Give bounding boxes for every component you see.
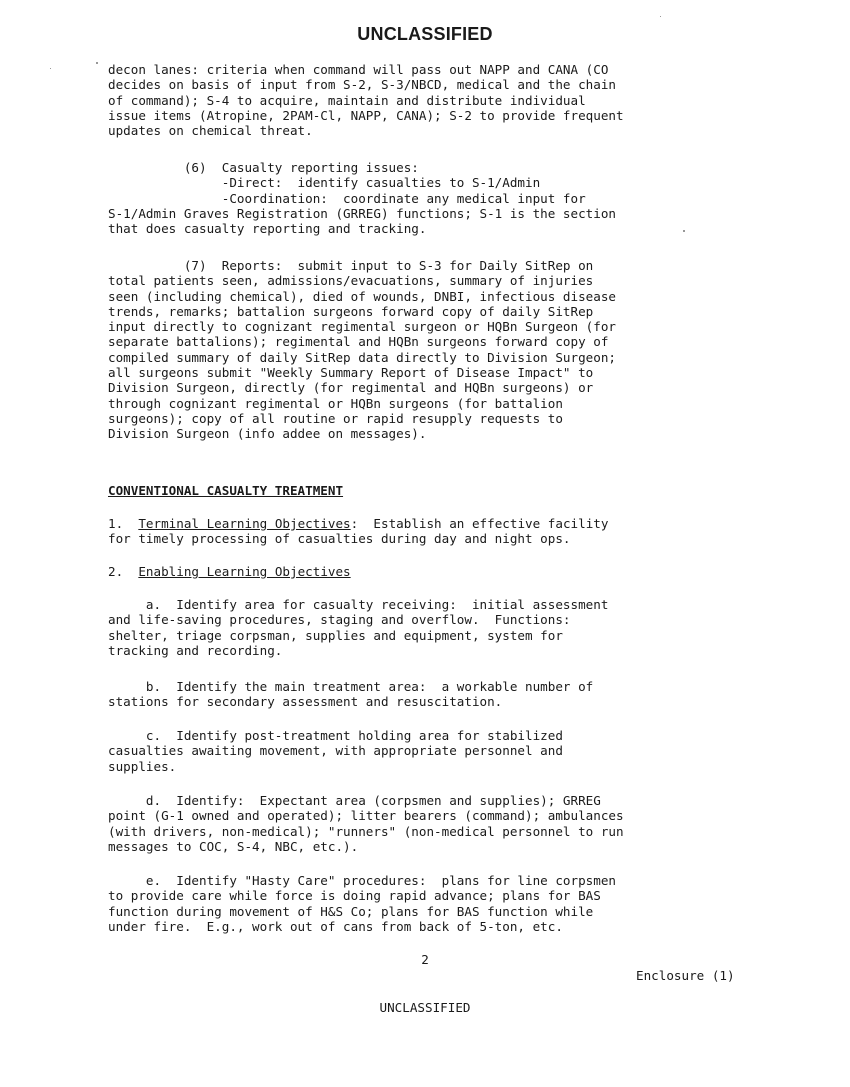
scan-speck xyxy=(50,68,51,69)
item-c-holding-area: c. Identify post-treatment holding area for stabilized casualties awaiting movement, with appropriate personnel and supplies. xyxy=(108,728,563,774)
item-e-hasty-care: e. Identify "Hasty Care" procedures: plans for line corpsmen to provide care while force is doing rapid advance; plans for BAS function during movement of H&S Co; plans for BAS function while under fire. E.g., work out of cans from back of 5-ton, etc. xyxy=(108,873,616,934)
item-b-treatment-area: b. Identify the main treatment area: a workable number of stations for secondary assessment and resuscitation. xyxy=(108,679,594,710)
classification-footer: UNCLASSIFIED xyxy=(379,1000,471,1015)
item-6-casualty-reporting: (6) Casualty reporting issues: -Direct: identify casualties to S-1/Admin -Coordination: coordinate any medical input for S-1/Admin Graves Registration (GRREG) functions; S-1 is the section that does casualty reporting and tracking. xyxy=(108,160,616,237)
enclosure-label: Enclosure (1) xyxy=(636,968,735,983)
tlo-label: Terminal Learning Objectives xyxy=(138,516,351,531)
item-a-receiving-area: a. Identify area for casualty receiving: initial assessment and life-saving procedures, staging and overflow. Functions: shelter, triage corpsman, supplies and equipment, system for tracking and recording. xyxy=(108,597,609,658)
item-d-expectant-area: d. Identify: Expectant area (corpsmen and supplies); GRREG point (G-1 owned and operated); litter bearers (command); ambulances (with drivers, non-medical); "runners" (non-medical personnel to run messages to COC, S-4, NBC, etc.). xyxy=(108,793,624,854)
terminal-learning-objectives xyxy=(108,516,608,547)
tlo-line1-rest: : Establish an effective facility xyxy=(350,516,609,531)
scan-speck xyxy=(683,230,685,232)
scan-speck xyxy=(660,16,661,17)
page-number: 2 xyxy=(421,952,429,967)
section-title xyxy=(108,483,343,498)
continuation-paragraph: decon lanes: criteria when command will pass out NAPP and CANA (CO decides on basis of input from S-2, S-3/NBCD, medical and the chain of command); S-4 to acquire, maintain and distribute individual issue items (Atropine, 2PAM-Cl, NAPP, CANA); S-2 to provide frequent updates on chemical threat. xyxy=(108,62,624,139)
scan-speck xyxy=(96,62,98,64)
enabling-learning-objectives xyxy=(108,564,351,579)
elo-number: 2. xyxy=(108,564,139,579)
item-7-reports: (7) Reports: submit input to S-3 for Daily SitRep on total patients seen, admissions/evacuations, summary of injuries seen (including chemical), died of wounds, DNBI, infectious disease trends, remarks; battalion surgeons forward copy of daily SitRep input directly to cognizant regimental surgeon or HQBn Surgeon (for separate battalions); regimental and HQBn surgeons forward copy of compiled summary of daily SitRep data directly to Division Surgeon; all surgeons submit "Weekly Summary Report of Disease Impact" to Division Surgeon, directly (for regimental and HQBn surgeons) or through cognizant regimental or HQBn surgeons (for battalion surgeons); copy of all routine or rapid resupply requests to Division Surgeon (info addee on messages). xyxy=(108,258,616,442)
classification-header: UNCLASSIFIED xyxy=(357,24,493,44)
tlo-number: 1. xyxy=(108,516,139,531)
elo-label: Enabling Learning Objectives xyxy=(138,564,351,579)
tlo-line2: for timely processing of casualties during day and night ops. xyxy=(108,531,571,547)
section-title-text: CONVENTIONAL CASUALTY TREATMENT xyxy=(108,483,344,498)
